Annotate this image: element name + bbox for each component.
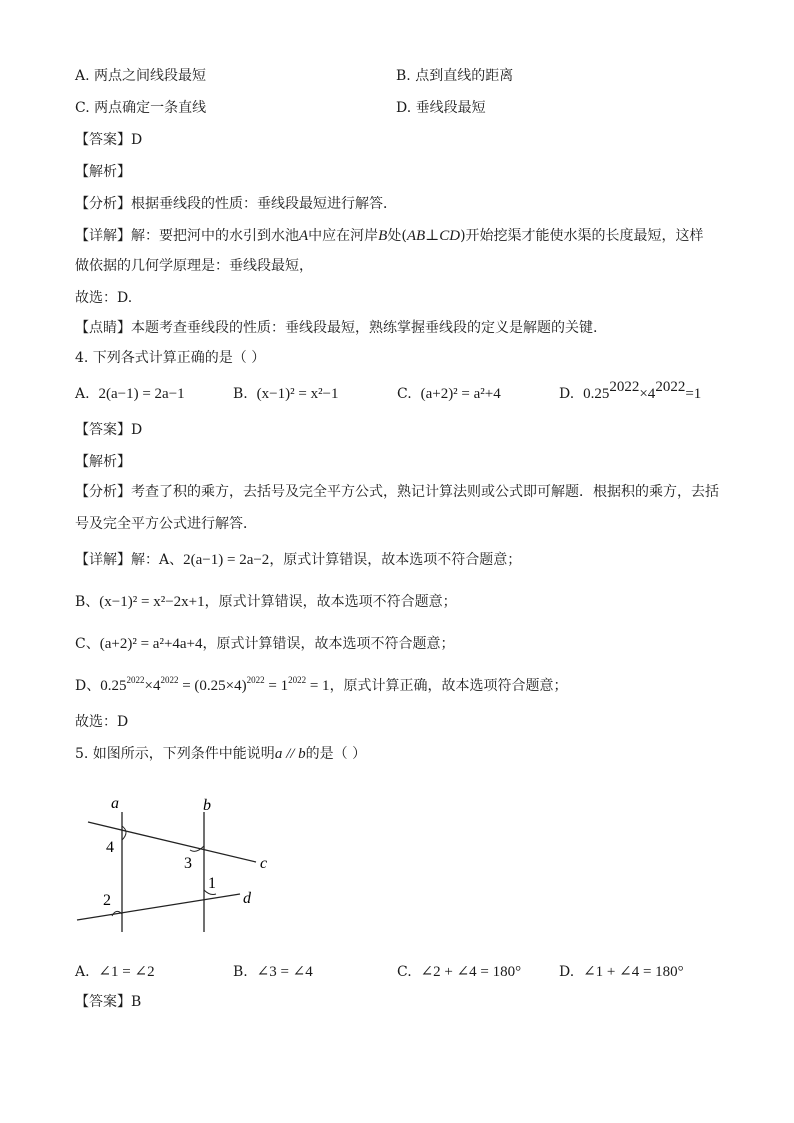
geometry-figure [70,790,300,944]
q4-choose: 故选：D [75,714,129,730]
q3-analysis-tag: 【解析】 [75,164,131,180]
q3-option-b: B. 点到直线的距离 [396,68,514,84]
label-b: b [203,797,211,814]
q5-answer: 【答案】B [75,994,142,1010]
q3-option-d: D. 垂线段最短 [396,100,486,116]
q5-option-a: A. ∠1 = ∠2 [75,964,155,980]
q4-option-c: C. (a+2)² = a²+4 [397,386,501,402]
label-3: 3 [184,855,192,872]
answer-tag: 【答案】 [75,132,131,148]
q4-detail-b: B、(x−1)² = x²−2x+1，原式计算错误，故本选项不符合题意； [75,594,457,610]
label-d: d [243,890,251,907]
q3-answer [75,130,142,150]
label-c: c [260,855,268,872]
q4-answer: 【答案】D [75,422,143,438]
q4-stem: 4. 下列各式计算正确的是（ ） [75,350,266,366]
q4-detail-a: 【详解】解：A、2(a−1) = 2a−2，原式计算错误，故本选项不符合题意； [75,552,522,568]
q4-detail-d: D、$0.25^{2022}\times 4^{2022} = (0.25\times 4)^{2022} = 1^{2022} = 1$，原式计算正确，故本选项符合题意； [75,675,568,694]
q3-detail-line2: 做依据的几何学原理是：垂线段最短， [75,258,313,274]
q4-fenxi-line1: 【分析】考查了积的乘方，去括号及完全平方公式，熟记计算法则或公式即可解题．根据积的乘方，去括 [75,484,719,500]
q3-option-c: C. 两点确定一条直线 [75,100,207,116]
q4-detail-d-math: $0.25^{2022}\times 4^{2022} = (0.25\times 4)^{2022} = 1^{2022} = 1$ [100,675,330,694]
q5-stem: 5. 如图所示，下列条件中能说明a // b的是（ ） [75,746,367,762]
label-2: 2 [103,892,111,909]
q3-dianjing: 【点睛】本题考查垂线段的性质：垂线段最短，熟练掌握垂线段的定义是解题的关键. [75,320,598,336]
q4-option-a: A. 2(a−1) = 2a−1 [75,386,185,402]
parallel-lines-diagram [70,790,300,940]
label-1: 1 [208,875,216,892]
q4-option-b: B. (x−1)² = x²−1 [233,386,339,402]
label-4: 4 [106,839,114,856]
q5-option-b: B. ∠3 = ∠4 [233,964,313,980]
q4-fenxi-line2: 号及完全平方公式进行解答． [75,516,257,532]
q3-detail-line1: 【详解】解：要把河中的水引到水池A中应在河岸B处(AB⊥CD)开始挖渠才能使水渠的长度最短，这样 [75,228,704,244]
line-d [77,894,240,920]
q3-fenxi: 【分析】根据垂线段的性质：垂线段最短进行解答． [75,196,397,212]
q4-analysis-tag: 【解析】 [75,454,131,470]
q5-option-c: C. ∠2 + ∠4 = 180° [397,964,522,980]
q5-option-d: D. ∠1 + ∠4 = 180° [559,964,684,980]
q3-option-a: A. 两点之间线段最短 [75,68,207,84]
q4-option-d: D. $0.25^{2022}\times 4^{2022}=1$ [559,379,702,402]
q4-detail-c: C、(a+2)² = a²+4a+4，原式计算错误，故本选项不符合题意； [75,636,455,652]
answer-value: D [131,132,143,148]
label-a: a [111,795,119,812]
q3-choose: 故选：D. [75,290,133,306]
